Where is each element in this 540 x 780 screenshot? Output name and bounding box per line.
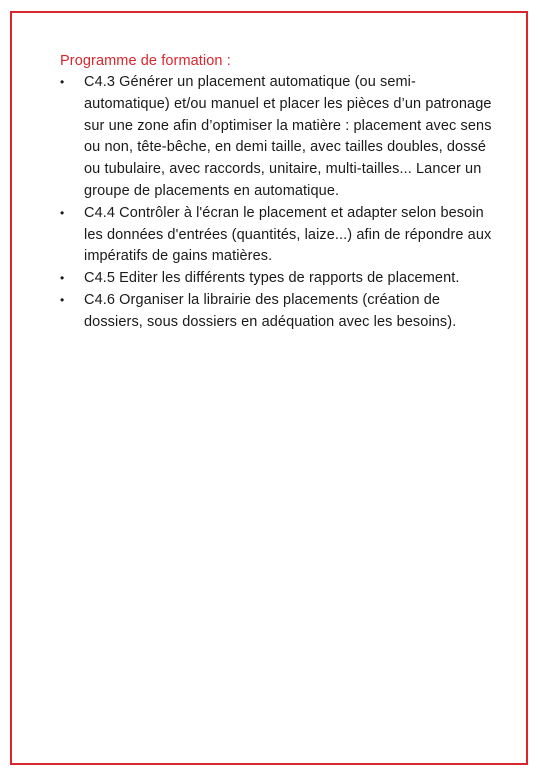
section-heading: Programme de formation : [60, 53, 231, 69]
bullet-icon: • [60, 205, 65, 220]
list-item [60, 72, 500, 203]
list-item-text: C4.3 Générer un placement automatique (ou semi-automatique) et/ou manuel et placer les pièces d’un patronage sur une zone afin d’optimiser la matière : placement avec sens ou non, tête-bêche, en demi taille, avec tailles doubles, dossé ou tubulaire, avec raccords, unitaire, multi-tailles... Lancer un groupe de placements en automatique. [84, 74, 492, 199]
list-item-text: C4.5 Editer les différents types de rapports de placement. [84, 270, 460, 287]
list-item-text: C4.4 Contrôler à l'écran le placement et adapter selon besoin les données d'entrées (quantités, laize...) afin de répondre aux impératifs de gains matières. [84, 204, 492, 265]
bullet-icon: • [60, 271, 65, 286]
bullet-icon: • [60, 75, 65, 89]
list-item [60, 268, 500, 290]
list-item-text: C4.6 Organiser la librairie des placements (création de dossiers, sous dossiers en adéquation avec les besoins). [84, 291, 457, 330]
competency-list [60, 72, 500, 334]
bullet-icon: • [60, 292, 65, 307]
list-item [60, 290, 500, 334]
list-item [60, 203, 500, 268]
document-content [60, 50, 500, 334]
